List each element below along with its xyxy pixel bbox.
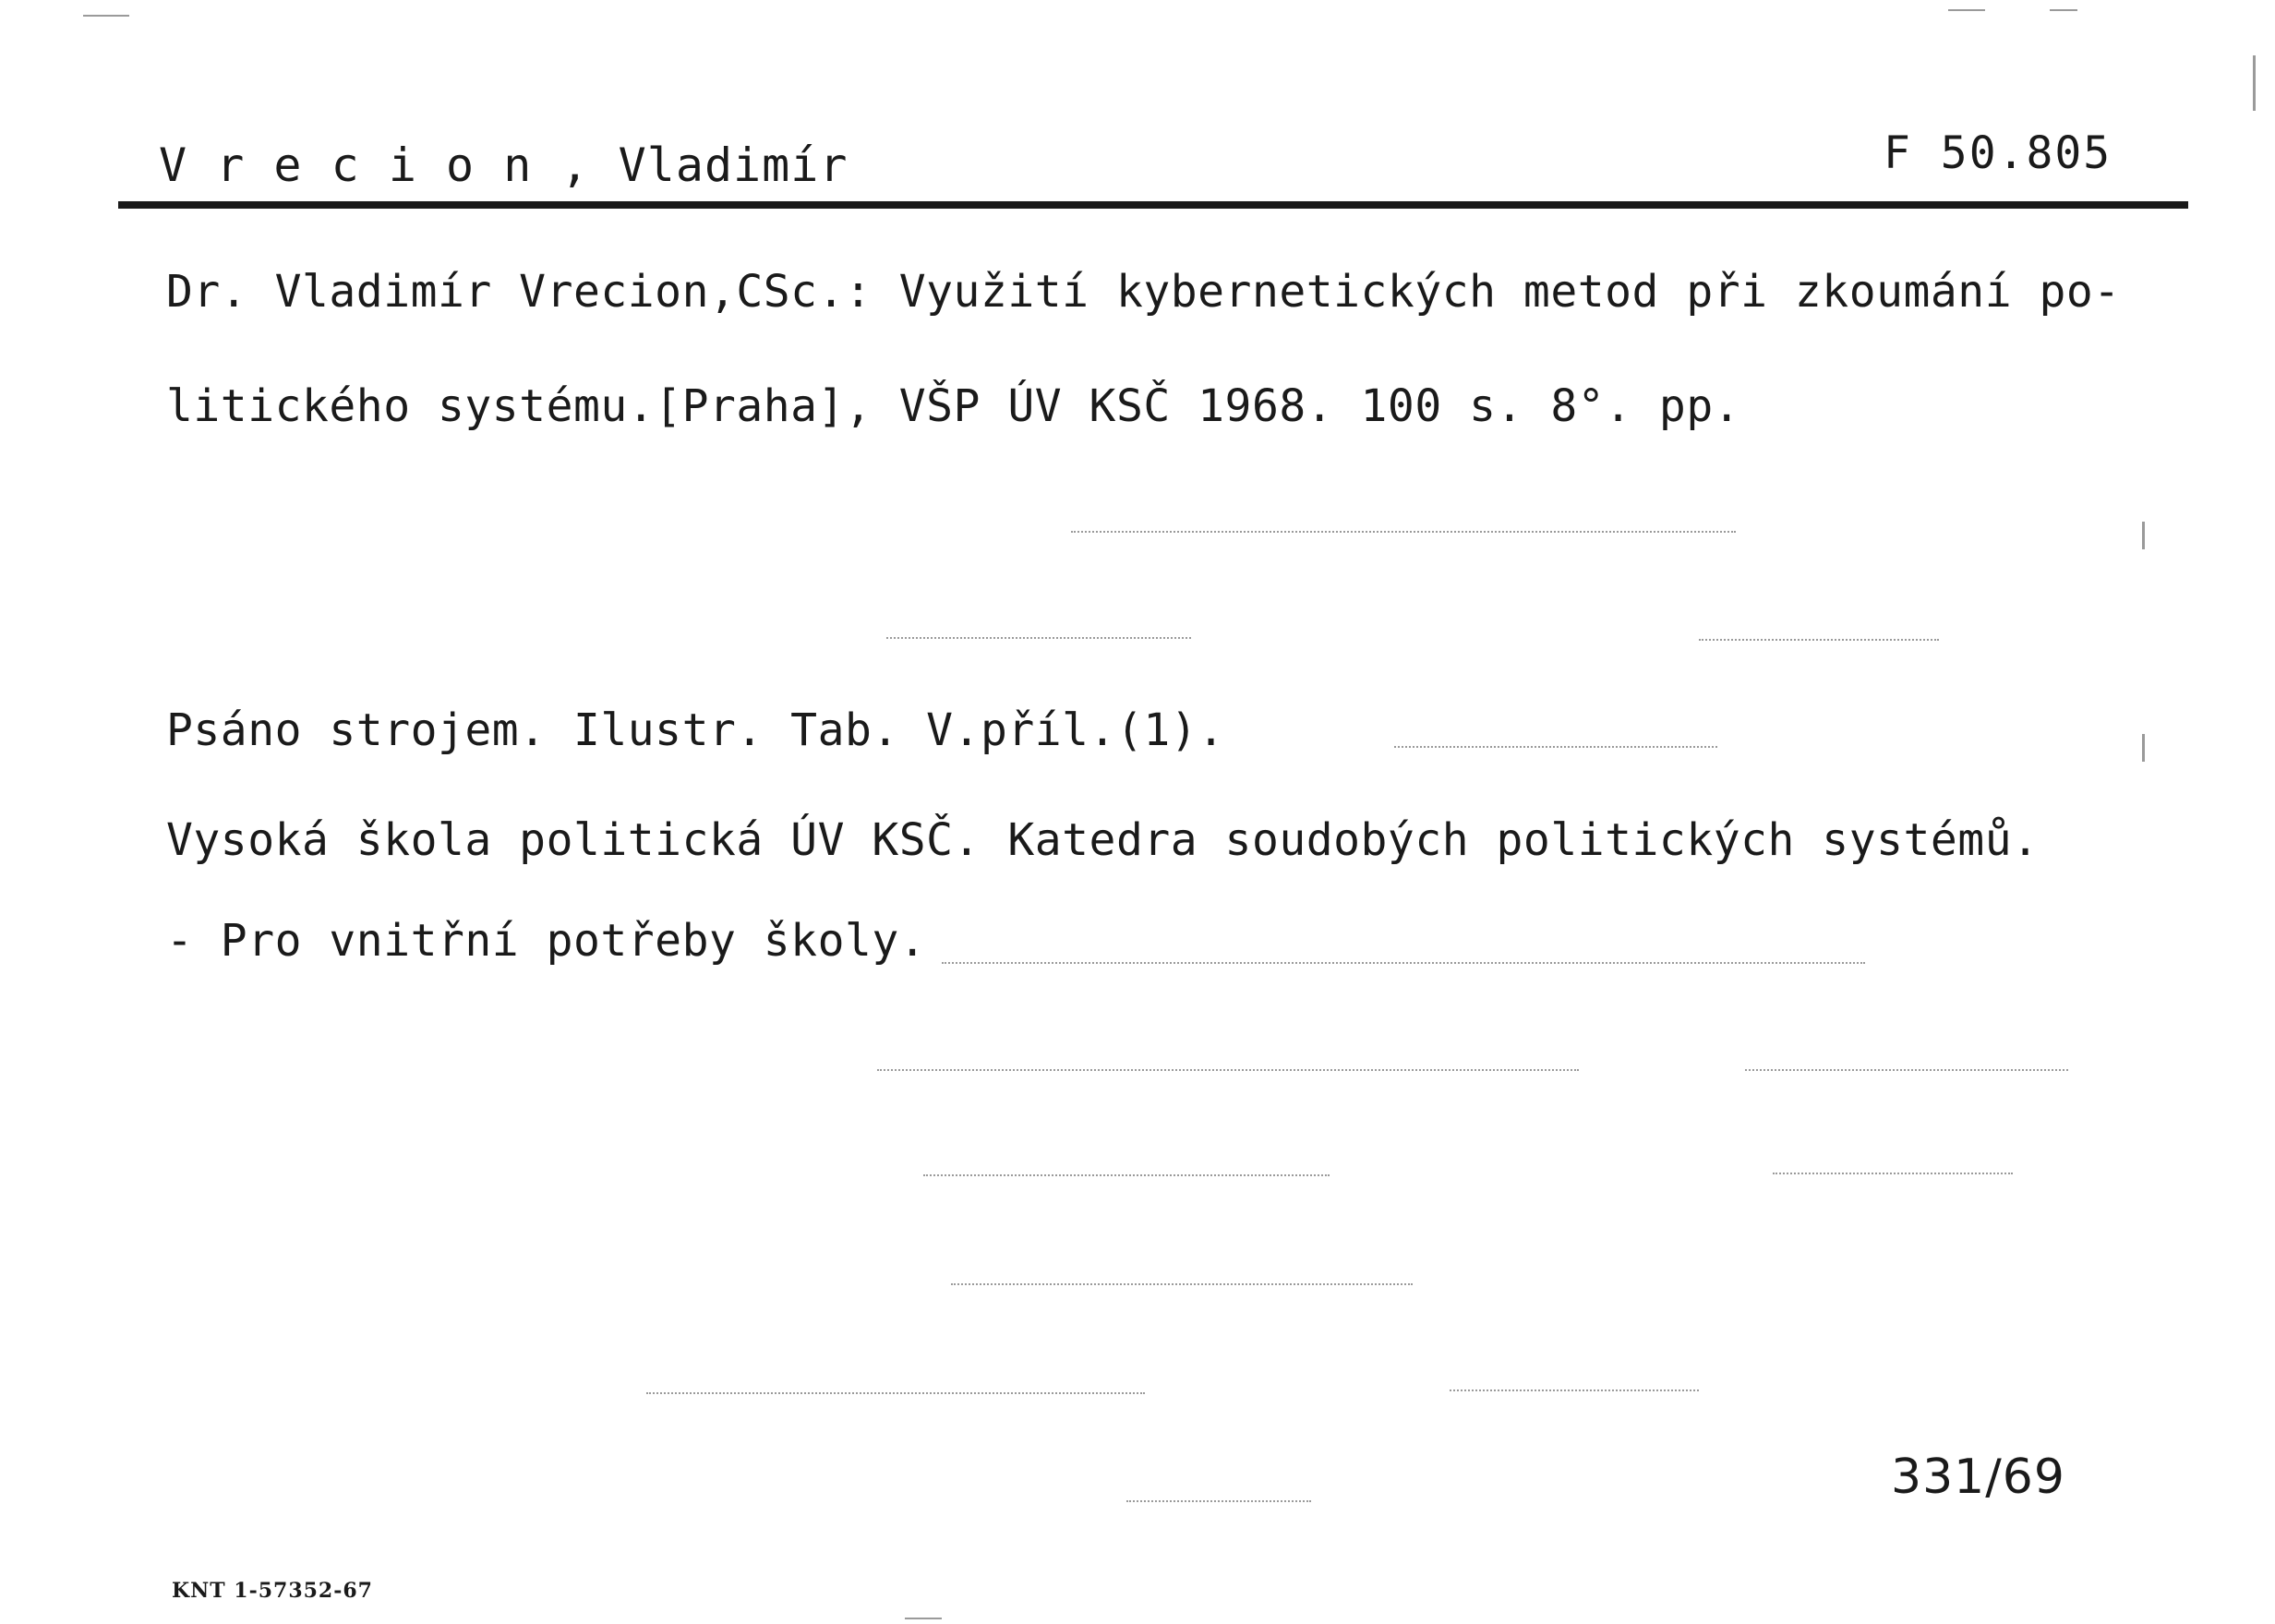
guide-dots [886,637,1191,639]
title-line-2: litického systému.[Praha], VŠP ÚV KSČ 1968. 100 s. 8°. pp. [166,380,1741,432]
guide-dots [1745,1069,2068,1071]
guide-dots [951,1283,1413,1285]
edge-mark [2253,55,2256,111]
edge-mark [2050,9,2077,11]
author-heading: V r e c i o n , Vladimír [159,138,849,192]
guide-dots [646,1392,1145,1394]
guide-dots [942,962,1865,964]
accession-number: 331/69 [1891,1450,2065,1505]
edge-mark [2142,522,2145,549]
guide-dots [1394,746,1717,748]
shelf-signature: F 50.805 [1884,127,2112,179]
edge-mark [2142,734,2145,762]
note-line-internal-use: - Pro vnitřní potřeby školy. [166,915,927,967]
guide-dots [1126,1500,1311,1502]
heading-rule [118,201,2188,209]
printer-imprint: KNT 1-57352-67 [172,1579,373,1603]
guide-dots [1773,1173,2013,1174]
edge-mark [83,15,129,17]
guide-dots [1450,1389,1699,1391]
edge-mark [905,1618,942,1619]
note-line-typescript: Psáno strojem. Ilustr. Tab. V.příl.(1). [166,704,1225,756]
guide-dots [1071,531,1736,533]
guide-dots [923,1174,1330,1176]
note-line-institution: Vysoká škola politická ÚV KSČ. Katedra soudobých politických systémů. [166,814,2040,866]
guide-dots [1699,639,1939,641]
guide-dots [877,1069,1579,1071]
edge-mark [1948,9,1985,11]
title-line-1: Dr. Vladimír Vrecion,CSc.: Využití kybernetických metod při zkoumání po- [166,266,2121,318]
